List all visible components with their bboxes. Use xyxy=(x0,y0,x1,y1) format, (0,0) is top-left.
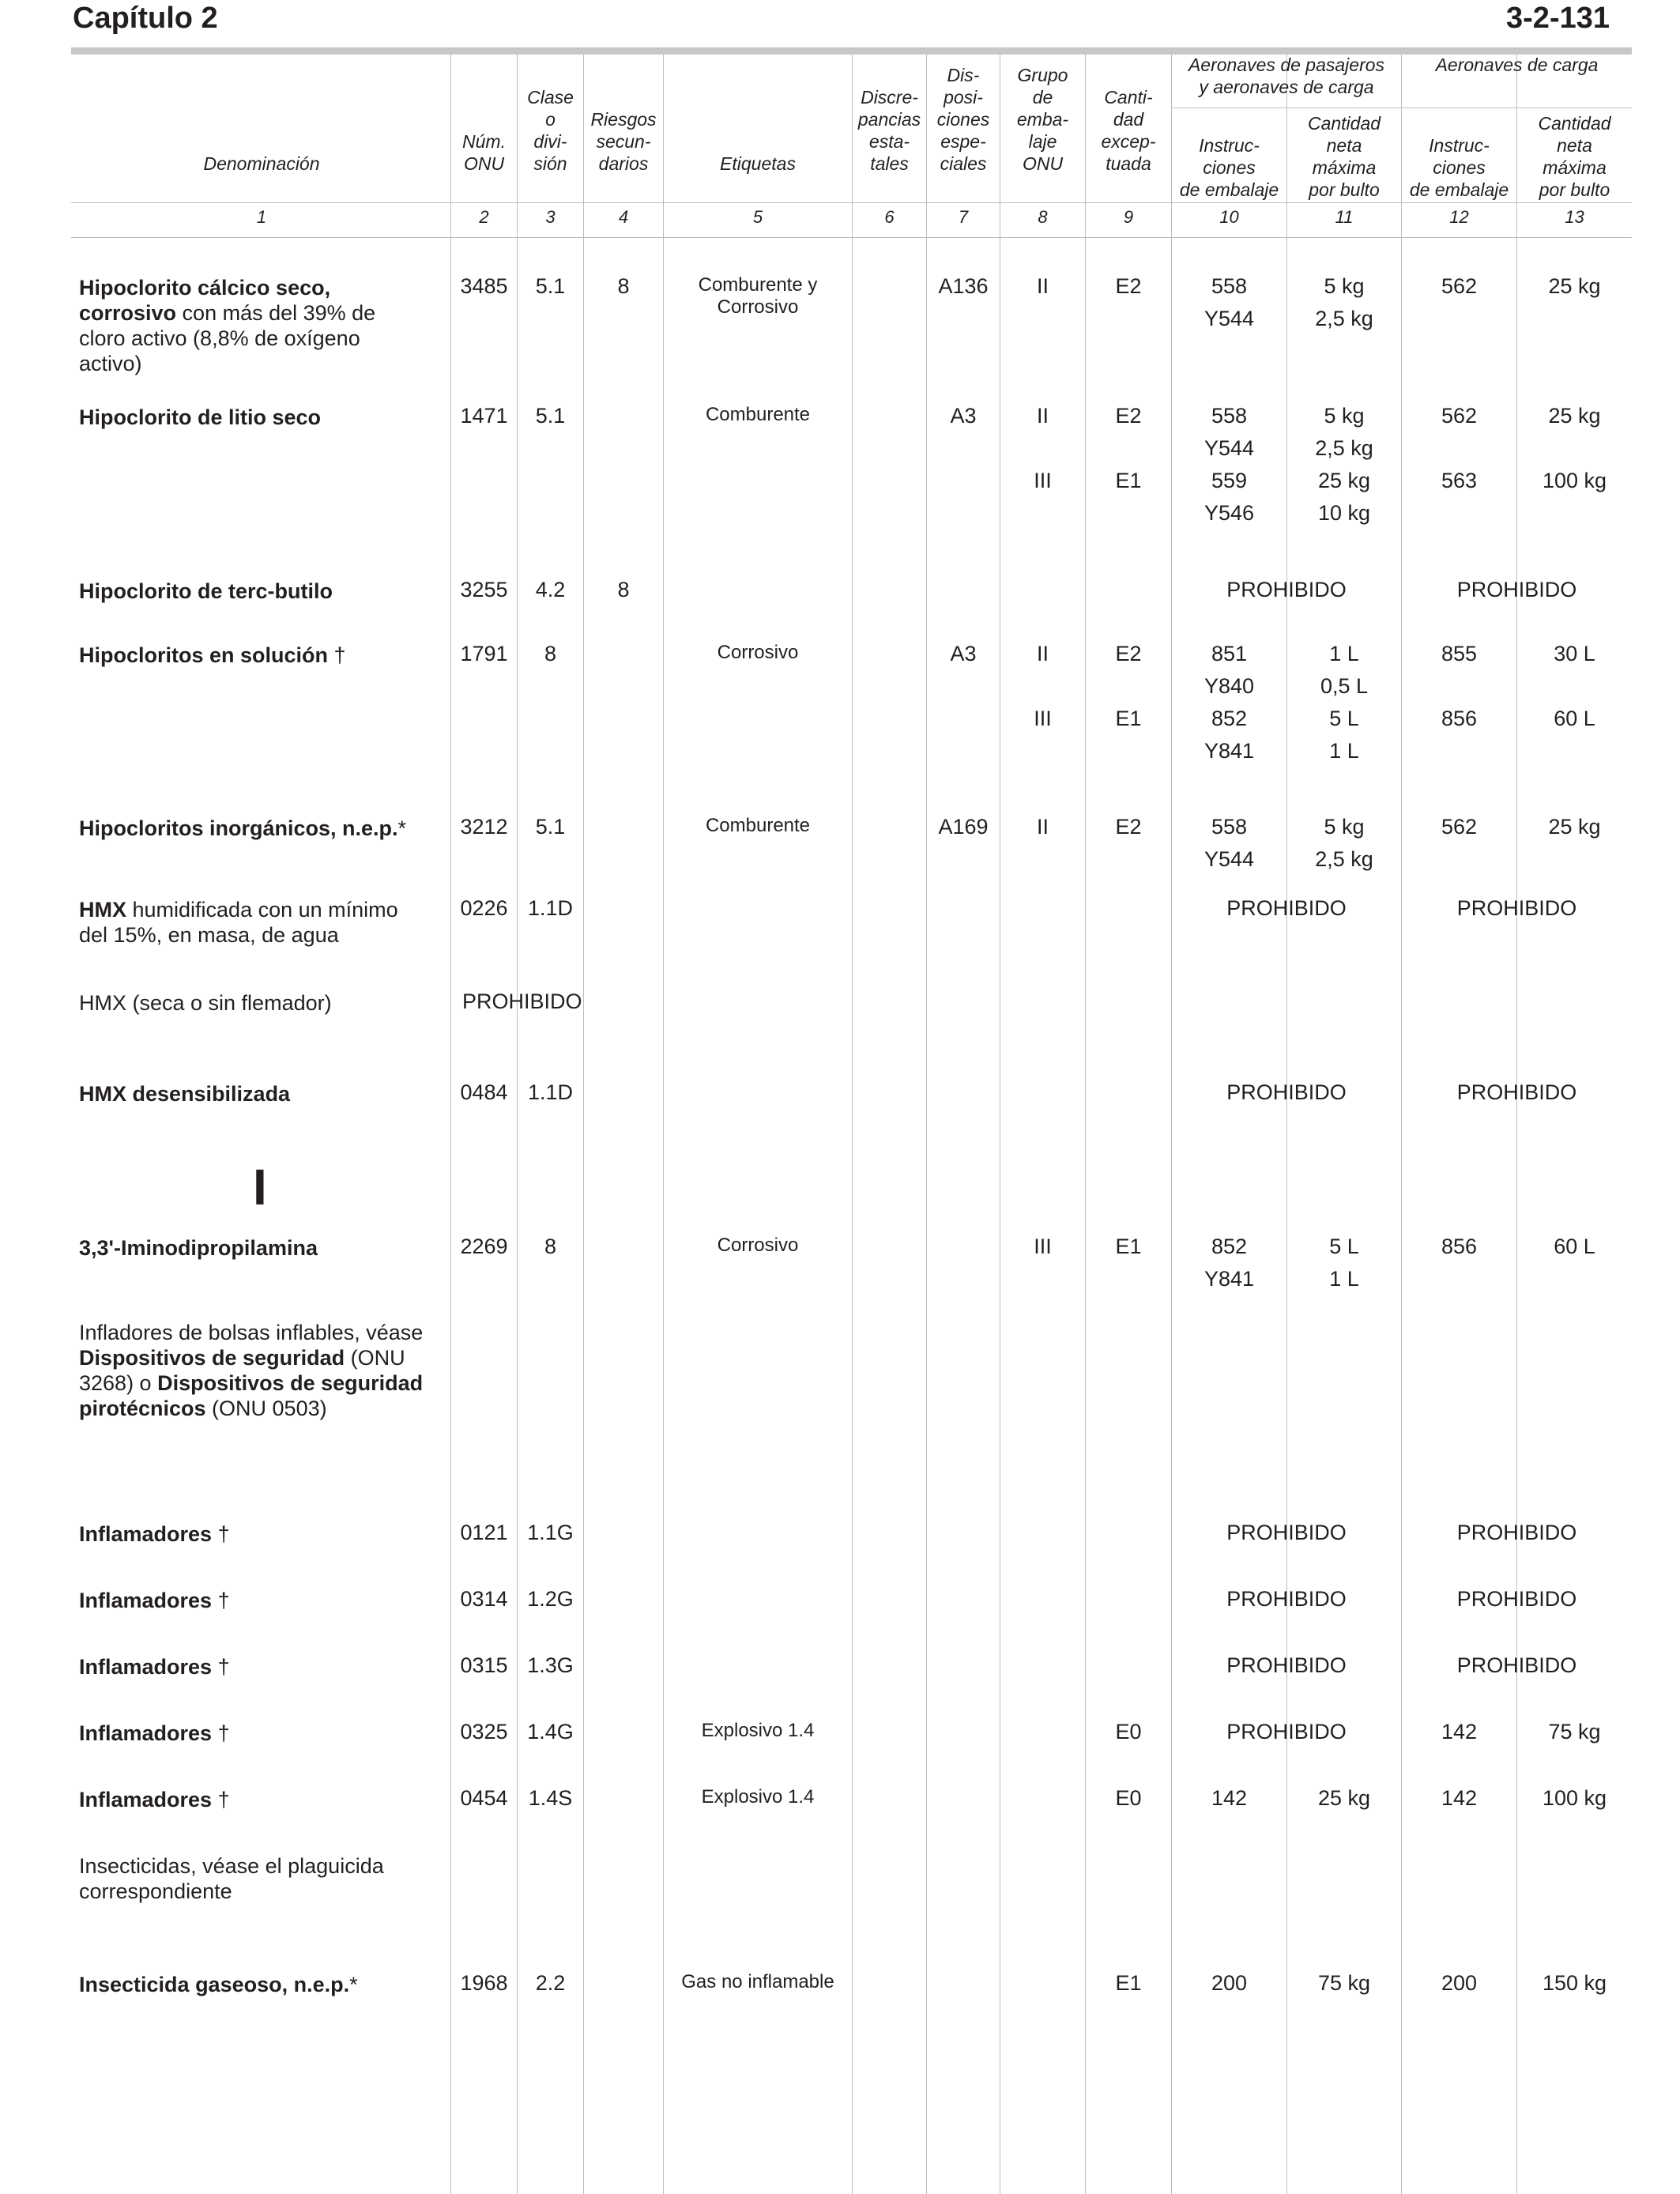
name-text: (ONU 0503) xyxy=(205,1397,327,1420)
column-divider xyxy=(1286,55,1287,2194)
name-bold: Hipocloritos inorgánicos, n.e.p. xyxy=(79,816,398,840)
cell-clase: 1.1G xyxy=(527,1521,574,1544)
cell-clase: 5.1 xyxy=(535,274,566,298)
column-number: 11 xyxy=(1335,207,1354,227)
name-bold: Insecticida gaseoso, n.e.p. xyxy=(79,1973,350,1996)
cell-np: 5 kg 2,5 kg xyxy=(1315,815,1373,871)
column-divider xyxy=(926,55,927,2194)
pax-prohibido: PROHIBIDO xyxy=(1226,1521,1347,1544)
name-text: † xyxy=(328,643,346,667)
cell-onu: 3255 xyxy=(460,578,508,601)
cell-etiqueta: Explosivo 1.4 xyxy=(701,1786,815,1808)
cargo-prohibido: PROHIBIDO xyxy=(1456,1080,1577,1104)
cell-clase: 5.1 xyxy=(535,815,566,839)
cell-grupo: III xyxy=(1034,1235,1052,1258)
name-text: † xyxy=(212,1589,230,1612)
row-name xyxy=(79,1654,427,1679)
row-name xyxy=(79,1235,427,1261)
cell-nc: 25 kg xyxy=(1548,815,1601,839)
cell-onu: 1791 xyxy=(460,642,508,665)
cargo-prohibido: PROHIBIDO xyxy=(1456,1587,1577,1611)
cell-ic: 200 xyxy=(1441,1971,1478,1995)
header-riesgos: Riesgos secun- darios xyxy=(590,109,657,174)
column-divider xyxy=(1401,55,1402,2194)
cell-onu: 3212 xyxy=(460,815,508,839)
name-bold: HMX desensibilizada xyxy=(79,1082,291,1106)
cell-ic: 142 xyxy=(1441,1720,1478,1744)
cell-etiqueta: Comburente xyxy=(705,815,811,836)
column-number: 2 xyxy=(479,207,489,227)
column-number: 5 xyxy=(752,207,763,227)
cell-onu: 3485 xyxy=(460,274,508,298)
cargo-prohibido: PROHIBIDO xyxy=(1456,1653,1577,1677)
cell-disp: A136 xyxy=(938,274,989,298)
cell-ip: 558 Y544 xyxy=(1203,274,1255,330)
cell-nc: 100 kg xyxy=(1542,1786,1607,1810)
column-number: 1 xyxy=(256,207,267,227)
row-name xyxy=(79,990,427,1016)
cell-ic: 562 563 xyxy=(1441,404,1478,492)
column-number: 3 xyxy=(545,207,556,227)
header-denominacion: Denominación xyxy=(203,153,320,174)
name-bold: Dispositivos de seguridad pirotécnicos xyxy=(79,1371,424,1420)
row-name xyxy=(79,405,427,430)
header-grupo: Grupo de emba- laje ONU xyxy=(1016,65,1069,174)
subheader-rule xyxy=(1172,107,1632,108)
chapter-title: Capítulo 2 xyxy=(73,2,218,35)
cell-onu: 0121 xyxy=(460,1521,508,1544)
row-name xyxy=(79,816,427,841)
row-name xyxy=(79,1521,427,1547)
cell-cant: E1 xyxy=(1115,1235,1142,1258)
row-name xyxy=(79,897,427,948)
name-bold: Hipoclorito de litio seco xyxy=(79,405,322,429)
onu-prohibido: PROHIBIDO xyxy=(462,990,582,1013)
column-number: 6 xyxy=(884,207,895,227)
cell-clase: 1.3G xyxy=(527,1653,574,1677)
cell-cant: E2 xyxy=(1115,274,1142,298)
name-text: con más del 39% de cloro activo (8,8% de oxígeno activo) xyxy=(79,301,376,375)
header-neta-pax: Cantidad neta máxima por bulto xyxy=(1307,113,1381,200)
name-bold: Inflamadores xyxy=(79,1655,213,1679)
cell-ic: 855 856 xyxy=(1441,642,1478,730)
pax-prohibido: PROHIBIDO xyxy=(1226,1653,1347,1677)
cell-clase: 1.1D xyxy=(527,1080,574,1104)
pax-prohibido: PROHIBIDO xyxy=(1226,578,1347,601)
name-text: (ONU 3268) o xyxy=(79,1346,405,1395)
cell-onu: 0314 xyxy=(460,1587,508,1611)
cell-ip: 558 Y544 559 Y546 xyxy=(1203,404,1255,525)
cell-ic: 562 xyxy=(1441,815,1478,839)
cell-clase: 1.4S xyxy=(528,1786,573,1810)
pax-prohibido: PROHIBIDO xyxy=(1226,1587,1347,1611)
cell-nc: 150 kg xyxy=(1542,1971,1607,1995)
column-numbers-rule xyxy=(71,237,1632,238)
cell-cant: E2 E1 xyxy=(1115,404,1142,492)
row-name xyxy=(79,643,427,668)
row-name xyxy=(79,1588,427,1613)
column-divider xyxy=(1516,55,1517,2194)
cell-disp: A3 xyxy=(950,404,977,428)
column-number: 12 xyxy=(1449,207,1469,227)
cell-etiqueta: Comburente xyxy=(705,404,811,425)
cell-cant: E2 xyxy=(1115,815,1142,839)
cell-nc: 25 kg 100 kg xyxy=(1542,404,1607,492)
cell-onu: 0226 xyxy=(460,896,508,920)
cell-np: 25 kg xyxy=(1317,1786,1371,1810)
header-num-onu: Núm. ONU xyxy=(462,131,506,174)
column-divider xyxy=(450,55,451,2194)
header-instrucciones-carga: Instruc- ciones de embalaje xyxy=(1409,135,1509,200)
cell-grupo: II xyxy=(1036,274,1049,298)
header-neta-carga: Cantidad neta máxima por bulto xyxy=(1538,113,1611,200)
pax-prohibido: PROHIBIDO xyxy=(1226,1080,1347,1104)
name-bold: Hipoclorito cálcico seco, corrosivo xyxy=(79,276,331,325)
row-name xyxy=(79,1972,427,1997)
header-disposiciones: Dis- posi- ciones espe- ciales xyxy=(936,65,990,174)
column-number: 8 xyxy=(1038,207,1048,227)
cell-nc: 30 L 60 L xyxy=(1554,642,1595,730)
cell-disp: A169 xyxy=(938,815,989,839)
cell-ic: 856 xyxy=(1441,1235,1478,1258)
cell-clase: 4.2 xyxy=(535,578,566,601)
cell-ic: 562 xyxy=(1441,274,1478,298)
cell-np: 5 L 1 L xyxy=(1329,1235,1359,1291)
cell-ip: 851 Y840 852 Y841 xyxy=(1203,642,1255,763)
name-bold: Hipocloritos en solución xyxy=(79,643,329,667)
cell-nc: 25 kg xyxy=(1548,274,1601,298)
cell-nc: 60 L xyxy=(1554,1235,1595,1258)
header-discrepancias: Discre- pancias esta- tales xyxy=(857,87,921,174)
name-bold: Inflamadores xyxy=(79,1788,213,1811)
column-divider xyxy=(1085,55,1086,2194)
pax-prohibido: PROHIBIDO xyxy=(1226,1720,1347,1744)
cell-ip: 200 xyxy=(1211,1971,1248,1995)
name-text: † xyxy=(212,1788,230,1811)
row-name xyxy=(79,1787,427,1812)
cell-grupo: II xyxy=(1036,815,1049,839)
row-name xyxy=(79,1853,427,1904)
column-divider xyxy=(663,55,664,2194)
cell-onu: 1968 xyxy=(460,1971,508,1995)
column-divider xyxy=(583,55,584,2194)
header-etiquetas: Etiquetas xyxy=(720,153,796,174)
cell-cant: E0 xyxy=(1115,1720,1142,1744)
cell-riesgo: 8 xyxy=(617,578,630,601)
name-text: * xyxy=(349,1973,358,1996)
name-text: Infladores de bolsas inflables, véase xyxy=(79,1321,424,1344)
cell-clase: 5.1 xyxy=(535,404,566,428)
cell-ic: 142 xyxy=(1441,1786,1478,1810)
row-name xyxy=(79,275,427,376)
name-bold: HMX xyxy=(79,898,126,922)
cell-grupo: II III xyxy=(1034,404,1052,492)
name-bold: Inflamadores xyxy=(79,1721,213,1745)
cell-ip: 142 xyxy=(1211,1786,1248,1810)
cell-np: 5 kg 2,5 kg 25 kg 10 kg xyxy=(1315,404,1373,525)
name-text: † xyxy=(212,1522,230,1546)
cell-clase: 1.2G xyxy=(527,1587,574,1611)
cell-clase: 1.1D xyxy=(527,896,574,920)
name-text: Insecticidas, véase el plaguicida correspondiente xyxy=(79,1854,384,1903)
cell-onu: 1471 xyxy=(460,404,508,428)
column-divider xyxy=(1171,55,1172,2194)
cell-nc: 75 kg xyxy=(1548,1720,1601,1744)
header-clase: Clase o divi- sión xyxy=(527,87,574,174)
cell-np: 75 kg xyxy=(1317,1971,1371,1995)
cell-etiqueta: Corrosivo xyxy=(717,1235,799,1256)
header-bottom-rule xyxy=(71,202,1632,203)
name-bold: 3,3'-Iminodipropilamina xyxy=(79,1236,318,1260)
header-cantidad-exceptuada: Canti- dad excep- tuada xyxy=(1101,87,1156,174)
cell-onu: 0315 xyxy=(460,1653,508,1677)
name-text: † xyxy=(212,1655,230,1679)
pax-prohibido: PROHIBIDO xyxy=(1226,896,1347,920)
cell-etiqueta: Explosivo 1.4 xyxy=(701,1720,815,1741)
cargo-prohibido: PROHIBIDO xyxy=(1456,1521,1577,1544)
column-divider xyxy=(517,55,518,2194)
cell-cant: E1 xyxy=(1115,1971,1142,1995)
page-header xyxy=(73,0,1610,49)
page-number: 3-2-131 xyxy=(1506,2,1610,35)
cell-onu: 0454 xyxy=(460,1786,508,1810)
cell-np: 1 L 0,5 L 5 L 1 L xyxy=(1320,642,1369,763)
name-text: humidificada con un mínimo del 15%, en masa, de agua xyxy=(79,898,398,947)
header-pasajeros-group: Aeronaves de pasajeros y aeronaves de carga xyxy=(1188,55,1385,97)
name-bold: Inflamadores xyxy=(79,1522,213,1546)
name-text: † xyxy=(212,1721,230,1745)
name-bold: Inflamadores xyxy=(79,1589,213,1612)
header-carga-group: Aeronaves de carga xyxy=(1435,55,1599,75)
column-number: 4 xyxy=(618,207,629,227)
cell-etiqueta: Comburente y Corrosivo xyxy=(698,274,818,318)
cell-grupo: II III xyxy=(1034,642,1052,730)
cell-ip: 852 Y841 xyxy=(1203,1235,1255,1291)
cell-clase: 8 xyxy=(544,1235,557,1258)
cell-etiqueta: Corrosivo xyxy=(717,642,799,663)
cell-onu: 0325 xyxy=(460,1720,508,1744)
cell-onu: 0484 xyxy=(460,1080,508,1104)
cell-etiqueta: Gas no inflamable xyxy=(681,1971,834,1992)
column-number: 10 xyxy=(1219,207,1239,227)
section-letter: I xyxy=(253,1159,267,1216)
column-number: 9 xyxy=(1123,207,1134,227)
name-text: HMX (seca o sin flemador) xyxy=(79,991,332,1015)
cell-clase: 2.2 xyxy=(535,1971,566,1995)
row-name xyxy=(79,1721,427,1746)
cell-np: 5 kg 2,5 kg xyxy=(1315,274,1373,330)
name-bold: Hipoclorito de terc-butilo xyxy=(79,579,333,603)
cell-clase: 8 xyxy=(544,642,557,665)
cell-riesgo: 8 xyxy=(617,274,630,298)
row-name xyxy=(79,1081,427,1106)
cell-cant: E0 xyxy=(1115,1786,1142,1810)
cargo-prohibido: PROHIBIDO xyxy=(1456,578,1577,601)
name-bold: Dispositivos de seguridad xyxy=(79,1346,345,1370)
cargo-prohibido: PROHIBIDO xyxy=(1456,896,1577,920)
column-divider xyxy=(852,55,853,2194)
cell-clase: 1.4G xyxy=(527,1720,574,1744)
cell-onu: 2269 xyxy=(460,1235,508,1258)
column-number: 7 xyxy=(958,207,969,227)
header-instrucciones-pax: Instruc- ciones de embalaje xyxy=(1179,135,1279,200)
cell-cant: E2 E1 xyxy=(1115,642,1142,730)
cell-disp: A3 xyxy=(950,642,977,665)
row-name xyxy=(79,579,427,604)
name-text: * xyxy=(397,816,407,840)
cell-ip: 558 Y544 xyxy=(1203,815,1255,871)
column-number: 13 xyxy=(1565,207,1584,227)
row-name xyxy=(79,1320,427,1421)
